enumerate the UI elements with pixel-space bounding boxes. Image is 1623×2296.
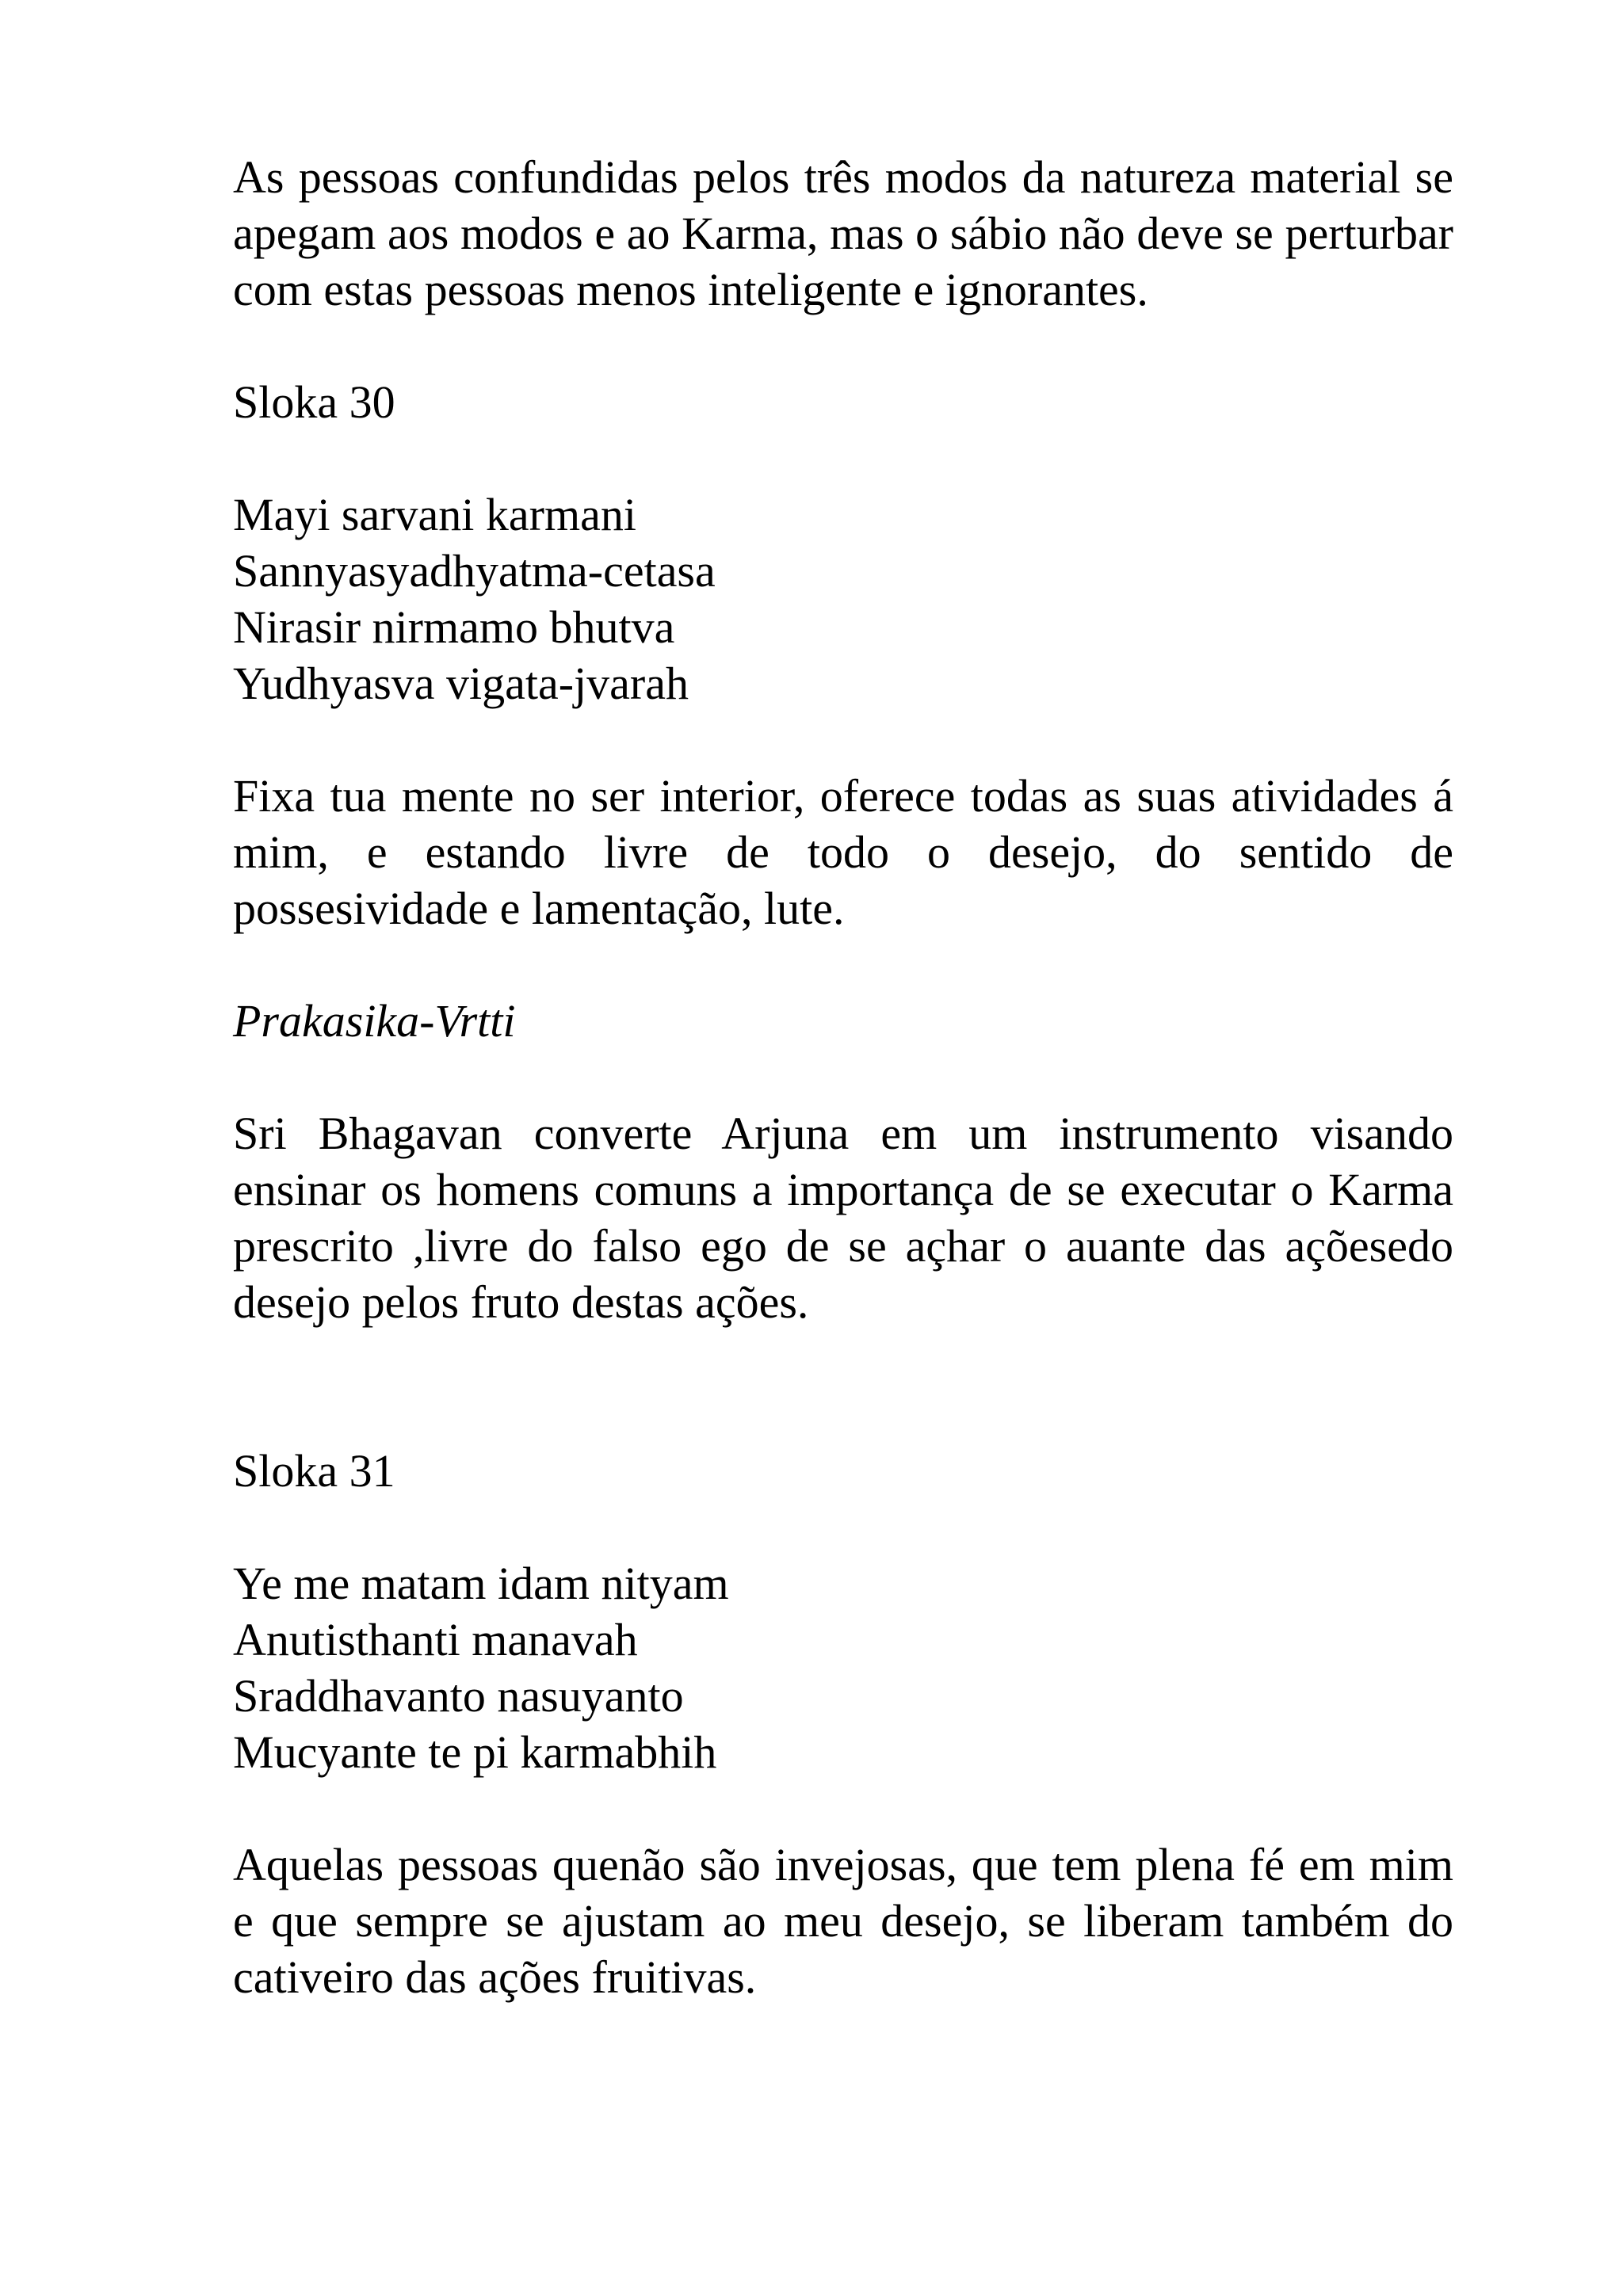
commentary-title: Prakasika-Vrtti: [233, 995, 516, 1047]
spacer: [233, 1499, 1453, 1555]
sloka-30-verse: [233, 486, 1453, 711]
document-page: [233, 149, 1453, 2005]
spacer: [233, 1049, 1453, 1105]
verse-line: Sannyasyadhyatma-cetasa: [233, 545, 716, 597]
intro-paragraph: As pessoas confundidas pelos três modos da natureza material se apegam aos modos e ao Karma, mas o sábio não deve se perturbar com estas pessoas menos inteligente e ignorantes.: [233, 151, 1453, 315]
sloka-31-heading: Sloka 31: [233, 1445, 395, 1497]
verse-line: Anutisthanti manavah: [233, 1614, 638, 1665]
sloka-30-translation: Fixa tua mente no ser interior, oferece todas as suas atividades á mim, e estando livre de todo o desejo, do sentido de possesividade e lamentação, lute.: [233, 770, 1453, 934]
commentary-text: Sri Bhagavan converte Arjuna em um instrumento visando ensinar os homens comuns a importança de se executar o Karma prescrito ,livre do falso ego de se açhar o auante das açõesedo desejo pelos fruto destas ações.: [233, 1108, 1453, 1328]
spacer: [233, 1330, 1453, 1443]
spacer: [233, 430, 1453, 486]
sloka-31-translation: Aquelas pessoas quenão são invejosas, que tem plena fé em mim e que sempre se ajustam ao meu desejo, se liberam também do cativeiro das ações fruitivas.: [233, 1839, 1453, 2003]
verse-line: Sraddhavanto nasuyanto: [233, 1670, 684, 1722]
sloka-31-verse: [233, 1555, 1453, 1780]
verse-line: Nirasir nirmamo bhutva: [233, 601, 675, 653]
spacer: [233, 711, 1453, 768]
verse-line: Mucyante te pi karmabhih: [233, 1726, 717, 1778]
spacer: [233, 318, 1453, 374]
spacer: [233, 936, 1453, 993]
sloka-30-heading: Sloka 30: [233, 376, 395, 428]
verse-line: Yudhyasva vigata-jvarah: [233, 658, 689, 709]
spacer: [233, 1780, 1453, 1836]
verse-line: Ye me matam idam nityam: [233, 1558, 729, 1609]
verse-line: Mayi sarvani karmani: [233, 489, 636, 540]
